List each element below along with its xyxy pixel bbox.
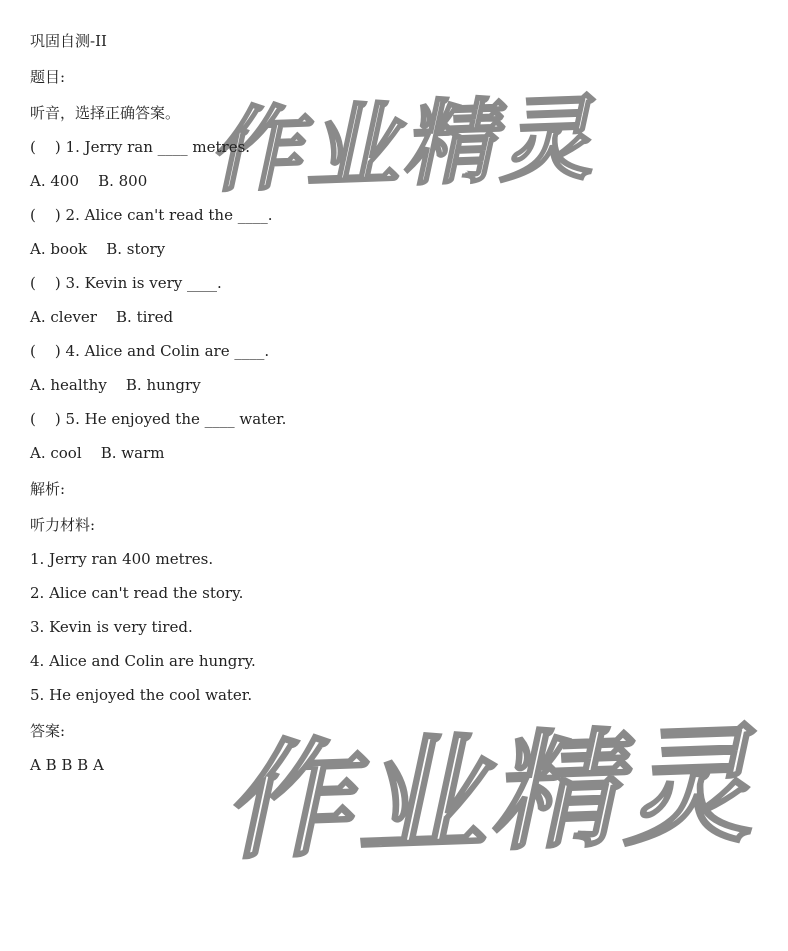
question-options-5: A. cool B. warm [30, 444, 165, 462]
question-stem-1: ( ) 1. Jerry ran ____ metres. [30, 138, 251, 156]
material-line-2: 2. Alice can't read the story. [30, 584, 244, 602]
material-line-3: 3. Kevin is very tired. [30, 618, 193, 636]
question-options-1: A. 400 B. 800 [30, 172, 148, 190]
question-options-4: A. healthy B. hungry [30, 376, 201, 394]
material-heading: 听力材料: [30, 516, 96, 534]
question-options-3: A. clever B. tired [30, 308, 174, 326]
material-line-4: 4. Alice and Colin are hungry. [30, 652, 256, 670]
question-stem-3: ( ) 3. Kevin is very ____. [30, 274, 222, 292]
analysis-heading: 解析: [30, 480, 66, 498]
answer-heading: 答案: [30, 722, 66, 740]
question-stem-4: ( ) 4. Alice and Colin are ____. [30, 342, 270, 360]
material-line-1: 1. Jerry ran 400 metres. [30, 550, 214, 568]
watermark-top: 作业精灵 [204, 84, 615, 205]
material-line-5: 5. He enjoyed the cool water. [30, 686, 253, 704]
instruction-text: 听音，选择正确答案。 [30, 104, 181, 122]
question-heading: 题目: [30, 68, 66, 86]
question-options-2: A. book B. story [30, 240, 166, 258]
question-stem-5: ( ) 5. He enjoyed the ____ water. [30, 410, 287, 428]
answer-text: A B B B A [30, 756, 104, 774]
document-title: 巩固自测-II [30, 32, 107, 50]
watermark-bottom: 作业精灵 [217, 710, 783, 878]
question-stem-2: ( ) 2. Alice can't read the ____. [30, 206, 273, 224]
